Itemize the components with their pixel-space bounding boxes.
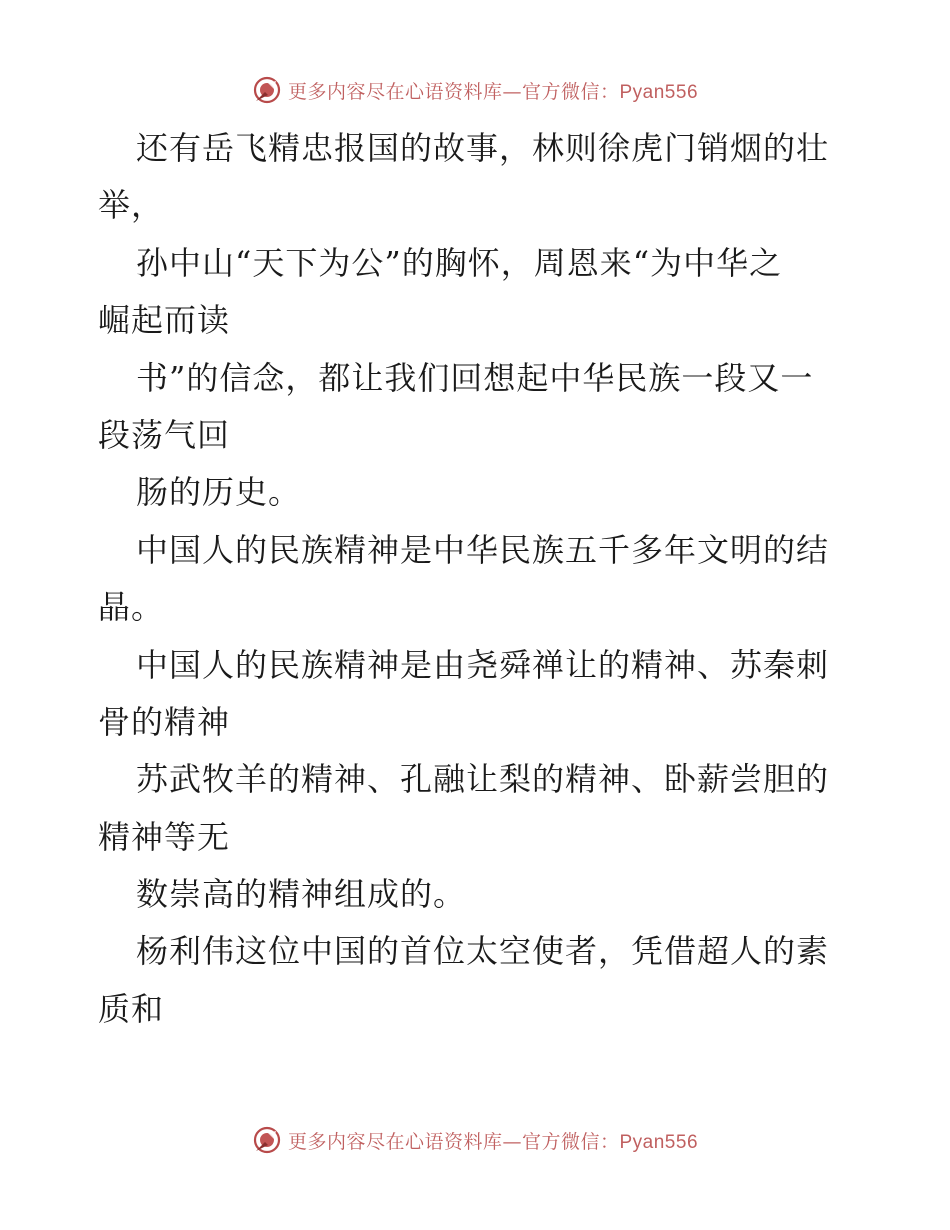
text-line: 中国人的民族精神是中华民族五千多年文明的结 (136, 530, 830, 569)
banner-separator: — (502, 80, 522, 103)
pen-nib-logo-icon (252, 75, 282, 105)
text-line: 孙中山“天下为公”的胸怀，周恩来“为中华之 (136, 243, 783, 282)
text-line: 晶。 (98, 588, 165, 627)
document-body (98, 120, 858, 1038)
banner-wechat-label: 官方微信： (521, 1130, 620, 1153)
banner-wechat-id: Pyan556 (619, 1131, 699, 1153)
banner-text (288, 1127, 698, 1154)
text-line: 中国人的民族精神是由尧舜禅让的精神、苏秦刺 (136, 645, 830, 684)
page-footer-banner (0, 1120, 950, 1160)
text-line: 举， (98, 186, 165, 225)
pen-nib-logo-icon (252, 1125, 282, 1155)
text-line: 质和 (98, 989, 165, 1028)
text-line: 书”的信念，都让我们回想起中华民族一段又一 (136, 358, 814, 397)
banner-slogan: 更多内容尽在心语资料库 (287, 80, 503, 103)
text-line: 苏武牧羊的精神、孔融让梨的精神、卧薪尝胆的 (136, 760, 830, 799)
banner-wechat-id: Pyan556 (619, 81, 699, 103)
banner-wechat-label: 官方微信： (521, 80, 620, 103)
banner-slogan: 更多内容尽在心语资料库 (287, 1130, 503, 1153)
text-line: 段荡气回 (98, 415, 231, 454)
banner-text (288, 77, 698, 104)
text-line: 杨利伟这位中国的首位太空使者，凭借超人的素 (136, 932, 830, 971)
page-header-banner (0, 70, 950, 110)
text-line: 还有岳飞精忠报国的故事，林则徐虎门销烟的壮 (136, 129, 830, 167)
text-line: 肠的历史。 (136, 473, 302, 512)
text-line: 精神等无 (98, 817, 231, 856)
text-line: 骨的精神 (98, 702, 231, 741)
text-line: 数崇高的精神组成的。 (136, 875, 467, 914)
text-line: 崛起而读 (98, 301, 231, 340)
banner-separator: — (502, 1130, 522, 1153)
